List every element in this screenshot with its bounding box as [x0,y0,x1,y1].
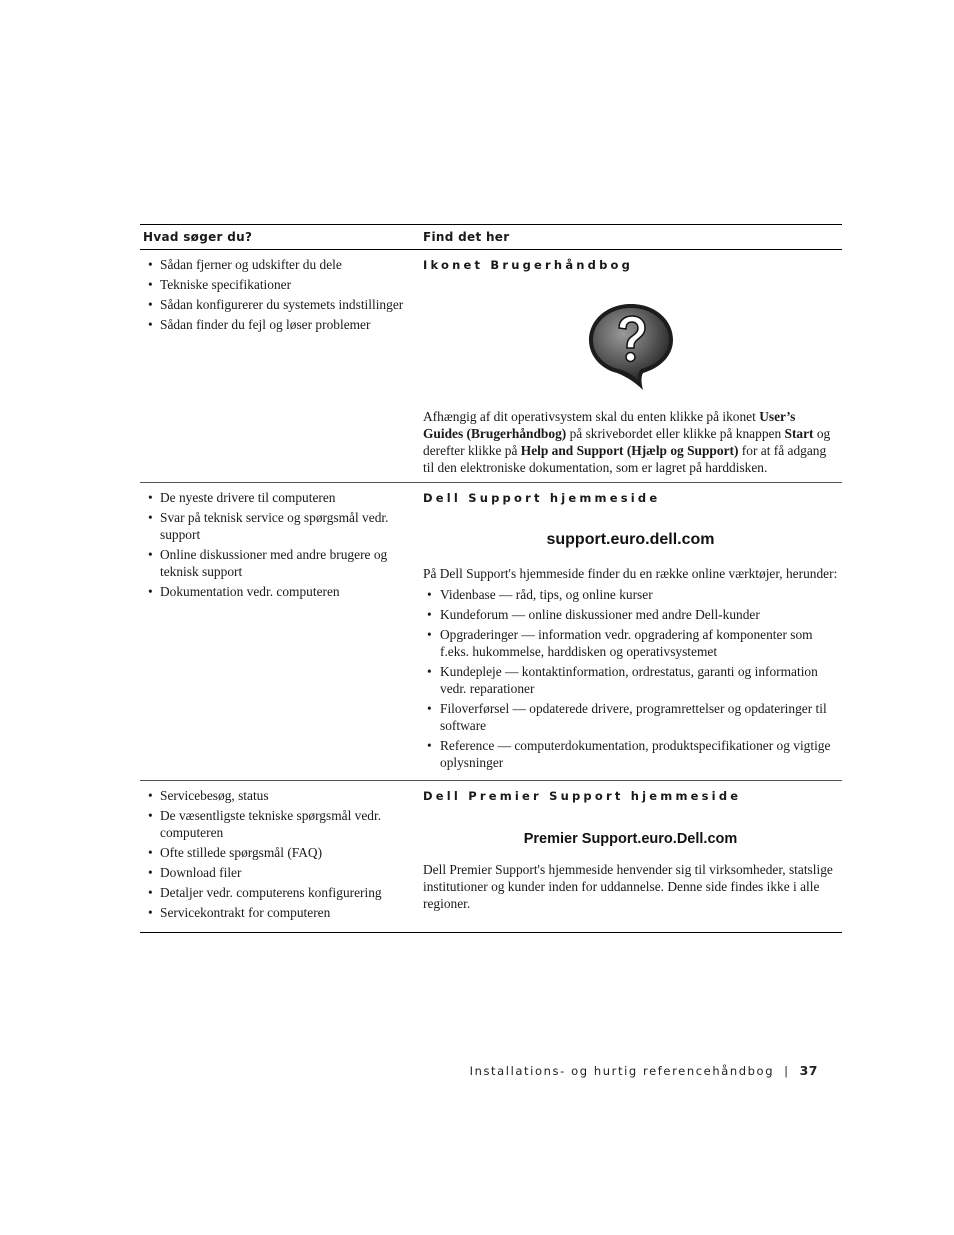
list-item: • Videnbase — råd, tips, og online kurser [423,586,838,603]
list-item: • Online diskussioner med andre brugere og teknisk support [148,546,420,580]
list-item: • Filoverførsel — opdaterede drivere, programrettelser og opdateringer til software [423,700,838,734]
icon-container [423,300,838,394]
list-item: • Reference — computerdokumentation, produktspecifikationer og vigtige oplysninger [423,737,838,771]
page-footer [470,1063,818,1078]
table-row [140,250,842,483]
text-span: Afhængig af dit operativsystem skal du enten klikke på ikonet [423,409,760,424]
text-span: og derefter klikke på [423,426,831,458]
footer-title: Installations- og hurtig referencehåndbog [469,1064,775,1078]
table-header [140,225,842,250]
row-source [420,483,842,780]
section-title: Dell Premier Support hjemmeside [423,789,742,803]
section-title: Ikonet Brugerhåndbog [423,258,634,272]
text-span: på skrivebordet eller klikke på knappen [566,426,785,441]
section-title: Dell Support hjemmeside [423,491,661,505]
list-item: • De væsentligste tekniske spørgsmål vedr. computeren [148,807,420,841]
list-item: • Sådan finder du fejl og løser problemer [148,316,420,333]
list-item: • Sådan fjerner og udskifter du dele [148,256,420,273]
users-guides-term: User’s Guides (Brugerhåndbog) [423,409,796,441]
list-item: • Kundepleje — kontaktinformation, ordrestatus, garanti og information vedr. reparationer [423,663,838,697]
row-topics [140,483,420,780]
list-item: • Tekniske specifikationer [148,276,420,293]
list-item: • Svar på teknisk service og spørgsmål vedr. support [148,509,420,543]
premier-support-url-link[interactable]: Premier Support.euro.Dell.com [523,831,738,847]
help-question-speech-bubble-icon [581,300,681,394]
list-item: • Sådan konfigurerer du systemets indstillinger [148,296,420,313]
section-description [423,408,838,476]
section-description: Dell Premier Support's hjemmeside henvender sig til virksomheder, statslige institutioner og kunder inden for uddannelse. Denne side findes ikke i alle regioner. [423,862,833,911]
header-what-are-you-looking-for: Hvad søger du? [143,230,253,244]
row-topics [140,781,420,932]
list-item: • Servicebesøg, status [148,787,420,804]
page-number: 37 [799,1063,818,1078]
start-term: Start [784,426,814,441]
help-and-support-term: Help and Support (Hjælp og Support) [520,443,739,458]
list-item: • De nyeste drivere til computeren [148,489,420,506]
header-find-it-here: Find det her [423,230,510,244]
table-row [140,781,842,933]
row-topics [140,250,420,482]
support-url-link[interactable]: support.euro.dell.com [546,531,715,548]
row-source [420,781,842,932]
list-item: • Kundeforum — online diskussioner med andre Dell-kunder [423,606,838,623]
list-item: • Download filer [148,864,420,881]
info-table [140,224,842,933]
text-span: for at få adgang til den elektroniske dokumentation, som er lagret på harddisken. [423,443,827,475]
footer-separator: | [784,1064,790,1078]
list-item: • Dokumentation vedr. computeren [148,583,420,600]
section-description: På Dell Support's hjemmeside finder du en række online værktøjer, herunder: [423,566,838,581]
list-item: • Detaljer vedr. computerens konfigurering [148,884,420,901]
row-source [420,250,842,482]
list-item: • Servicekontrakt for computeren [148,904,420,921]
list-item: • Opgraderinger — information vedr. opgradering af komponenter som f.eks. hukommelse, harddisken og operativsystemet [423,626,838,660]
table-row [140,483,842,781]
list-item: • Ofte stillede spørgsmål (FAQ) [148,844,420,861]
